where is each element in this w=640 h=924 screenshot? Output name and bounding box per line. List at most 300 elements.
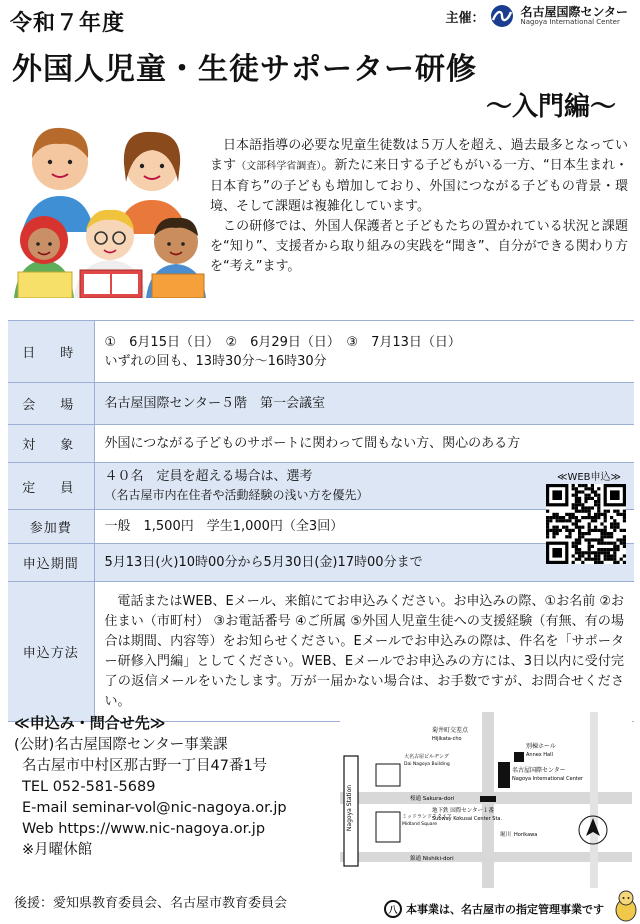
qr-module <box>588 516 591 519</box>
qr-module <box>552 513 555 516</box>
qr-module <box>594 513 597 516</box>
qr-module <box>623 516 626 519</box>
fee-label: 参加費 <box>8 510 94 544</box>
qr-finder-pattern <box>610 490 620 500</box>
sponsor-name-jp: 名古屋国際センター <box>520 5 628 20</box>
qr-module <box>591 529 594 532</box>
qr-module <box>616 538 619 541</box>
qr-module <box>588 558 591 561</box>
qr-module <box>556 513 559 516</box>
date-line-1: ① 6月15日（日） ② 6月29日（日） ③ 7月13日（日） <box>104 334 461 350</box>
qr-module <box>572 529 575 532</box>
qr-module <box>597 513 600 516</box>
qr-module <box>578 548 581 551</box>
sponsor <box>445 4 628 28</box>
qr-module <box>552 526 555 529</box>
web-apply-label: ≪WEB申込≫ <box>557 472 622 483</box>
qr-module <box>594 500 597 503</box>
venue-label: 会 場 <box>8 383 94 425</box>
map-nishiki-label: 錦通 Nishiki-dori <box>410 856 454 862</box>
qr-module <box>594 558 597 561</box>
qr-module <box>556 519 559 522</box>
qr-module <box>591 551 594 554</box>
qr-module <box>588 554 591 557</box>
qr-module <box>588 545 591 548</box>
qr-code[interactable] <box>546 484 626 564</box>
qr-module <box>591 497 594 500</box>
qr-finder-pattern <box>552 548 562 558</box>
qr-module <box>552 535 555 538</box>
row-period <box>8 544 634 582</box>
qr-module <box>597 516 600 519</box>
qr-module <box>613 519 616 522</box>
qr-module <box>597 561 600 564</box>
qr-module <box>584 516 587 519</box>
qr-module <box>546 535 549 538</box>
row-target <box>8 425 634 463</box>
qr-module <box>597 529 600 532</box>
qr-module <box>575 551 578 554</box>
qr-module <box>597 554 600 557</box>
qr-module <box>578 532 581 535</box>
qr-module <box>604 558 607 561</box>
qr-module <box>610 542 613 545</box>
qr-module <box>575 516 578 519</box>
intro-p1-b: 。新たに来日する子どもがいる一方、“日本生まれ・日本育ち”の子どもも増加しており、外国につながる子どもの背景・環境、そして課題は複雑化しています。 <box>210 158 628 214</box>
qr-module <box>546 522 549 525</box>
qr-module <box>575 506 578 509</box>
map-midland-label: ミッドランドスクエア <box>402 814 452 820</box>
qr-module <box>594 519 597 522</box>
qr-module <box>613 561 616 564</box>
qr-module <box>597 548 600 551</box>
qr-module <box>604 532 607 535</box>
date-value <box>94 321 634 383</box>
qr-module <box>594 551 597 554</box>
qr-module <box>578 526 581 529</box>
qr-module <box>597 487 600 490</box>
qr-module <box>588 487 591 490</box>
qr-module <box>584 558 587 561</box>
intro-p1-note: （文部科学省調査） <box>236 161 322 172</box>
qr-module <box>610 532 613 535</box>
qr-module <box>568 532 571 535</box>
map-subway-label: 地下鉄 国際センター１番 <box>432 808 495 814</box>
qr-module <box>546 510 549 513</box>
qr-module <box>623 542 626 545</box>
qr-module <box>600 542 603 545</box>
qr-module <box>594 561 597 564</box>
qr-module <box>607 510 610 513</box>
qr-module <box>588 513 591 516</box>
qr-module <box>584 538 587 541</box>
map-nic-label: 名古屋国際センター <box>512 767 566 774</box>
qr-module <box>572 545 575 548</box>
qr-module <box>588 497 591 500</box>
qr-module <box>594 516 597 519</box>
qr-module <box>546 526 549 529</box>
row-capacity <box>8 463 634 510</box>
qr-module <box>575 542 578 545</box>
qr-module <box>581 551 584 554</box>
qr-module <box>578 558 581 561</box>
qr-module <box>616 545 619 548</box>
qr-module <box>613 542 616 545</box>
qr-module <box>591 490 594 493</box>
map-hijikata-en-label: Hijikata-cho <box>432 736 462 742</box>
qr-module <box>616 510 619 513</box>
qr-module <box>613 548 616 551</box>
qr-module <box>584 487 587 490</box>
qr-module <box>565 519 568 522</box>
qr-module <box>620 558 623 561</box>
qr-module <box>616 526 619 529</box>
row-method <box>8 582 634 722</box>
capacity-line-1: ４０名 定員を超える場合は、選考 <box>104 469 313 484</box>
qr-module <box>597 503 600 506</box>
qr-module <box>623 529 626 532</box>
midland-square-building <box>376 812 400 842</box>
qr-module <box>575 519 578 522</box>
qr-module <box>575 522 578 525</box>
qr-module <box>581 490 584 493</box>
nagoya-city-mark-icon: 八 <box>384 900 402 918</box>
qr-module <box>546 516 549 519</box>
qr-module <box>552 516 555 519</box>
support-organizations: 後援：愛知県教育委員会、名古屋市教育委員会 <box>14 896 288 911</box>
period-label: 申込期間 <box>8 544 94 582</box>
qr-module <box>620 513 623 516</box>
qr-module <box>591 516 594 519</box>
qr-module <box>562 519 565 522</box>
dainagoya-building <box>376 764 400 786</box>
qr-module <box>607 558 610 561</box>
sponsor-label: 主催： <box>445 10 485 26</box>
footer-note <box>384 900 604 918</box>
qr-module <box>575 545 578 548</box>
qr-module <box>572 554 575 557</box>
page-subtitle: ～入門編～ <box>485 92 616 122</box>
qr-module <box>581 516 584 519</box>
qr-module <box>546 529 549 532</box>
qr-module <box>578 497 581 500</box>
qr-module <box>578 554 581 557</box>
intro-paragraph-1 <box>210 136 628 217</box>
map-dainagoya-label: 大名古屋ビルヂング <box>404 754 449 760</box>
qr-module <box>616 561 619 564</box>
qr-module <box>575 503 578 506</box>
qr-module <box>597 510 600 513</box>
qr-module <box>581 535 584 538</box>
qr-module <box>584 497 587 500</box>
qr-module <box>549 516 552 519</box>
qr-module <box>597 500 600 503</box>
qr-module <box>604 551 607 554</box>
nic-building-mark <box>498 762 510 788</box>
qr-module <box>575 538 578 541</box>
qr-module <box>613 529 616 532</box>
qr-module <box>597 494 600 497</box>
qr-module <box>584 484 587 487</box>
qr-module <box>600 538 603 541</box>
qr-module <box>623 561 626 564</box>
qr-module <box>600 535 603 538</box>
subway-exit-mark <box>480 796 496 802</box>
qr-module <box>575 490 578 493</box>
qr-module <box>623 513 626 516</box>
qr-module <box>565 529 568 532</box>
qr-module <box>594 529 597 532</box>
target-label: 対 象 <box>8 425 94 463</box>
horikawa-river <box>590 712 598 888</box>
qr-module <box>578 503 581 506</box>
map-annex-label: 別棟ホール <box>526 743 556 750</box>
qr-module <box>568 519 571 522</box>
qr-module <box>578 529 581 532</box>
qr-module <box>572 487 575 490</box>
qr-module <box>588 506 591 509</box>
qr-module <box>581 506 584 509</box>
qr-module <box>594 490 597 493</box>
contact-org: (公財)名古屋国際センター事業課 <box>14 737 228 753</box>
qr-module <box>604 516 607 519</box>
qr-module <box>597 497 600 500</box>
qr-module <box>604 529 607 532</box>
intro-text <box>210 136 628 277</box>
map-horikawa-label: 堀川 <box>500 832 512 838</box>
qr-module <box>546 519 549 522</box>
row-venue <box>8 383 634 425</box>
sponsor-name-en: Nagoya International Center <box>520 17 620 26</box>
qr-module <box>623 538 626 541</box>
qr-module <box>581 484 584 487</box>
qr-module <box>610 554 613 557</box>
qr-module <box>581 532 584 535</box>
qr-module <box>597 542 600 545</box>
venue-value: 名古屋国際センター５階 第一会議室 <box>94 383 634 425</box>
qr-module <box>610 516 613 519</box>
qr-module <box>559 529 562 532</box>
qr-module <box>565 526 568 529</box>
date-label: 日 時 <box>8 321 94 383</box>
qr-module <box>565 513 568 516</box>
header <box>0 0 640 122</box>
map-subway-en-label: Subway Kokusai Center Sta. <box>432 816 503 822</box>
contact-tel[interactable]: TEL 052-581-5689 <box>22 779 156 795</box>
qr-module <box>578 484 581 487</box>
qr-module <box>578 519 581 522</box>
capacity-label: 定 員 <box>8 463 94 510</box>
qr-module <box>575 548 578 551</box>
contact-web[interactable]: Web https://www.nic-nagoya.or.jp <box>22 821 266 837</box>
method-label: 申込方法 <box>8 582 94 722</box>
map-nic-en-label: Nagoya International Center <box>512 776 583 782</box>
children-reading-illustration <box>12 112 208 298</box>
qr-module <box>578 535 581 538</box>
qr-module <box>572 522 575 525</box>
nic-logo-icon <box>488 4 516 28</box>
qr-module <box>594 554 597 557</box>
access-map <box>340 712 632 888</box>
qr-module <box>588 494 591 497</box>
qr-module <box>578 542 581 545</box>
qr-module <box>600 548 603 551</box>
capacity-line-2: （名古屋市内在住者や活動経験の浅い方を優先） <box>104 488 369 502</box>
qr-module <box>613 526 616 529</box>
qr-module <box>607 554 610 557</box>
qr-module <box>588 529 591 532</box>
qr-module <box>604 542 607 545</box>
qr-module <box>584 532 587 535</box>
intro-p1-a: 日本語指導の必要な児童生徒数は５万人を超え、過去最多となっています <box>210 138 628 173</box>
qr-module <box>623 535 626 538</box>
qr-module <box>610 548 613 551</box>
qr-module <box>616 513 619 516</box>
qr-module <box>578 510 581 513</box>
qr-module <box>607 542 610 545</box>
map-sakura-label: 桜通 Sakura-dori <box>410 796 455 802</box>
qr-module <box>568 516 571 519</box>
qr-module <box>623 554 626 557</box>
qr-module <box>620 542 623 545</box>
qr-module <box>604 510 607 513</box>
qr-module <box>623 519 626 522</box>
qr-module <box>572 513 575 516</box>
qr-module <box>591 506 594 509</box>
qr-module <box>604 535 607 538</box>
qr-module <box>584 506 587 509</box>
qr-module <box>607 532 610 535</box>
qr-module <box>613 522 616 525</box>
qr-module <box>600 513 603 516</box>
qr-module <box>594 503 597 506</box>
qr-module <box>575 526 578 529</box>
qr-module <box>597 551 600 554</box>
qr-module <box>610 526 613 529</box>
qr-module <box>572 561 575 564</box>
qr-module <box>556 526 559 529</box>
qr-module <box>600 561 603 564</box>
qr-module <box>613 510 616 513</box>
qr-module <box>575 558 578 561</box>
qr-module <box>610 535 613 538</box>
qr-module <box>559 519 562 522</box>
annex-hall-mark <box>514 752 524 762</box>
qr-module <box>578 538 581 541</box>
qr-module <box>604 554 607 557</box>
qr-module <box>588 510 591 513</box>
qr-module <box>600 532 603 535</box>
qr-module <box>581 503 584 506</box>
qr-module <box>575 510 578 513</box>
qr-finder-pattern <box>552 490 562 500</box>
row-date <box>8 321 634 383</box>
nagoya-station-label: Nagoya Station <box>346 784 353 832</box>
qr-module <box>591 538 594 541</box>
qr-module <box>562 526 565 529</box>
qr-module <box>594 494 597 497</box>
qr-module <box>578 500 581 503</box>
qr-module <box>588 542 591 545</box>
qr-module <box>581 554 584 557</box>
qr-module <box>600 529 603 532</box>
qr-module <box>613 545 616 548</box>
fee-value: 一般 1,500円 学生1,000円（全3回） <box>94 510 634 544</box>
qr-module <box>572 503 575 506</box>
qr-module <box>546 532 549 535</box>
map-annex-en-label: Annex Hall <box>526 752 553 758</box>
qr-module <box>562 516 565 519</box>
qr-module <box>623 545 626 548</box>
qr-module <box>549 519 552 522</box>
qr-module <box>565 535 568 538</box>
qr-module <box>610 522 613 525</box>
qr-module <box>588 548 591 551</box>
period-value: 5月13日(火)10時00分から5月30日(金)17時00分まで <box>94 544 634 582</box>
qr-module <box>578 551 581 554</box>
page-title: 外国人児童・生徒サポーター研修 <box>12 52 477 87</box>
qr-module <box>588 522 591 525</box>
qr-module <box>559 516 562 519</box>
qr-module <box>584 494 587 497</box>
qr-module <box>575 494 578 497</box>
qr-module <box>588 538 591 541</box>
qr-module <box>607 551 610 554</box>
qr-module <box>568 513 571 516</box>
target-value: 外国につながる子どものサポートに関わって間もない方、関心のある方 <box>94 425 634 463</box>
qr-module <box>556 532 559 535</box>
qr-module <box>607 548 610 551</box>
contact-email[interactable]: E-mail seminar-vol@nic-nagoya.or.jp <box>22 800 287 816</box>
qr-module <box>604 519 607 522</box>
qr-module <box>597 558 600 561</box>
contact-heading: ≪申込み・問合せ先≫ <box>14 714 166 732</box>
qr-module <box>572 484 575 487</box>
qr-module <box>616 522 619 525</box>
map-hijikata-label: 菊井町交差点 <box>432 727 469 734</box>
qr-module <box>572 516 575 519</box>
qr-module <box>616 548 619 551</box>
qr-module <box>552 529 555 532</box>
qr-module <box>581 526 584 529</box>
date-line-2: いずれの回も、13時30分～16時30分 <box>104 353 327 369</box>
qr-module <box>604 526 607 529</box>
qr-module <box>600 551 603 554</box>
qr-module <box>556 529 559 532</box>
qr-module <box>588 532 591 535</box>
footer-note-text: 本事業は、名古屋市の指定管理事業です <box>406 903 604 916</box>
qr-module <box>597 506 600 509</box>
qr-module <box>591 558 594 561</box>
qr-module <box>620 538 623 541</box>
method-value: 電話またはWEB、Eメール、来館にてお申込みください。お申込みの際、①お名前 ②お住まい（市町村） ③お電話番号 ④ご所属 ⑤外国人児童生徒への支援経験（有無、有の場合は期間、内容等）をお知らせください。Eメールでお申込みの際は、件名を「サポーター研修入門編」としてください。WEB、Eメールでお申込みの方には、3日以内に受付完了の返信メールをいたします。万が一届かない場合は、お手数ですが、お問合せください。 <box>94 582 634 722</box>
qr-module <box>604 513 607 516</box>
qr-module <box>620 529 623 532</box>
qr-module <box>584 500 587 503</box>
contact-address: 名古屋市中村区那古野一丁目47番1号 <box>22 758 268 774</box>
qr-module <box>575 497 578 500</box>
qr-module <box>588 551 591 554</box>
qr-module <box>584 551 587 554</box>
qr-module <box>591 487 594 490</box>
qr-module <box>613 558 616 561</box>
sponsor-name <box>520 6 628 26</box>
qr-module <box>588 526 591 529</box>
qr-module <box>578 490 581 493</box>
qr-module <box>597 538 600 541</box>
qr-module <box>572 494 575 497</box>
qr-module <box>591 484 594 487</box>
